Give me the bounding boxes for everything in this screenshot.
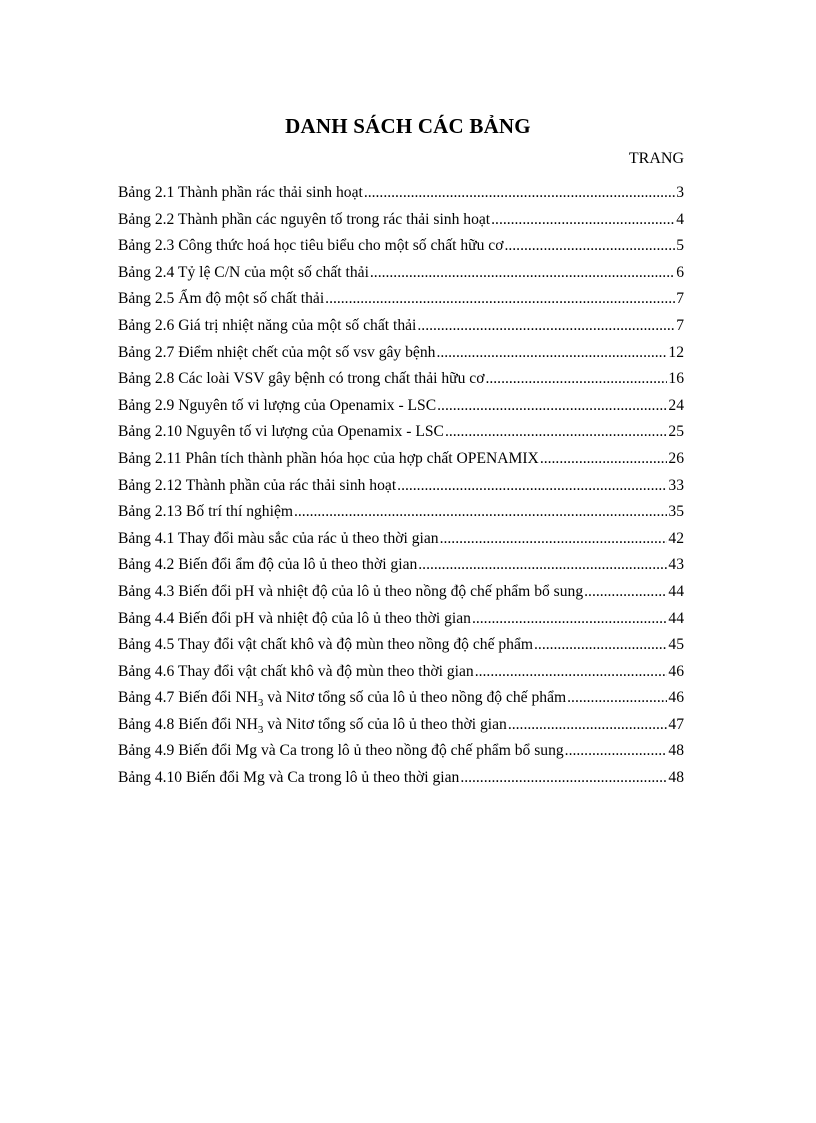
toc-entry-4-2[interactable]	[118, 552, 684, 579]
toc-entry-4-10[interactable]	[118, 765, 684, 792]
toc-entry-label: Bảng 4.3 Biến đổi pH và nhiệt độ của lô ủ theo nồng độ chế phẩm bổ sung	[118, 582, 584, 600]
toc-entry-page: 5	[676, 237, 684, 255]
dot-leader	[565, 738, 668, 765]
dot-leader	[325, 286, 675, 313]
toc-entry-label: Bảng 4.10 Biến đổi Mg và Ca trong lô ủ theo thời gian	[118, 769, 460, 787]
toc-entry-label: Bảng 4.4 Biến đổi pH và nhiệt độ của lô ủ theo thời gian	[118, 609, 471, 627]
dot-leader	[364, 180, 675, 207]
dot-leader	[504, 233, 675, 260]
toc-entry-label-part: và Nitơ tổng số của lô ủ theo nồng độ chế phẩm	[263, 689, 567, 707]
toc-entry-2-1[interactable]	[118, 180, 684, 207]
toc-entry-label-part: Bảng 4.8 Biến đổi NH	[118, 715, 258, 733]
dot-leader	[436, 340, 667, 367]
toc-entry-page: 12	[668, 343, 684, 361]
toc-entry-page: 48	[668, 769, 684, 787]
toc-entry-label: Bảng 2.13 Bố trí thí nghiệm	[118, 503, 293, 521]
toc-entry-page: 7	[676, 290, 684, 308]
toc-entry-2-7[interactable]	[118, 340, 684, 367]
toc-entry-2-3[interactable]	[118, 233, 684, 260]
toc-entry-page: 33	[668, 476, 684, 494]
toc-entry-4-6[interactable]	[118, 659, 684, 686]
toc-entry-page: 44	[668, 609, 684, 627]
toc-entry-2-5[interactable]	[118, 286, 684, 313]
toc-entry-page: 44	[668, 582, 684, 600]
dot-leader	[491, 207, 675, 234]
toc-entry-2-13[interactable]	[118, 499, 684, 526]
toc-entry-label: Bảng 2.10 Nguyên tố vi lượng của Openamix - LSC	[118, 423, 444, 441]
toc-entry-page: 6	[676, 263, 684, 281]
toc-entry-2-11[interactable]	[118, 446, 684, 473]
toc-entry-label: Bảng 4.1 Thay đổi màu sắc của rác ủ theo thời gian	[118, 529, 439, 547]
dot-leader	[472, 606, 667, 633]
toc-entry-page: 26	[668, 449, 684, 467]
dot-leader	[460, 765, 667, 792]
dot-leader	[417, 313, 675, 340]
toc-entry-page: 46	[668, 662, 684, 680]
toc-entry-4-3[interactable]	[118, 579, 684, 606]
table-list	[118, 180, 684, 792]
dot-leader	[397, 473, 667, 500]
page-title: DANH SÁCH CÁC BẢNG	[285, 114, 531, 138]
toc-entry-2-10[interactable]	[118, 419, 684, 446]
toc-entry-label: Bảng 2.8 Các loài VSV gây bệnh có trong chất thải hữu cơ	[118, 370, 485, 388]
toc-entry-page: 25	[668, 423, 684, 441]
toc-entry-page: 7	[676, 316, 684, 334]
toc-entry-page: 47	[668, 715, 684, 733]
toc-entry-page: 24	[668, 396, 684, 414]
toc-entry-page: 46	[668, 689, 684, 707]
toc-entry-label	[118, 685, 566, 712]
toc-entry-label: Bảng 2.12 Thành phần của rác thải sinh hoạt	[118, 476, 397, 494]
toc-entry-label: Bảng 2.7 Điểm nhiệt chết của một số vsv gây bệnh	[118, 343, 436, 361]
toc-entry-2-9[interactable]	[118, 393, 684, 420]
toc-entry-label-part: Bảng 4.7 Biến đổi NH	[118, 689, 258, 707]
toc-entry-label: Bảng 4.6 Thay đổi vật chất khô và độ mùn theo thời gian	[118, 662, 474, 680]
dot-leader	[370, 260, 675, 287]
toc-entry-label: Bảng 2.4 Tỷ lệ C/N của một số chất thải	[118, 263, 369, 281]
toc-entry-4-9[interactable]	[118, 738, 684, 765]
dot-leader	[294, 499, 667, 526]
toc-entry-page: 16	[668, 370, 684, 388]
toc-entry-label: Bảng 2.1 Thành phần rác thải sinh hoạt	[118, 184, 363, 201]
toc-entry-4-1[interactable]	[118, 526, 684, 553]
toc-entry-label: Bảng 4.5 Thay đổi vật chất khô và độ mùn theo nồng độ chế phẩm	[118, 636, 534, 654]
dot-leader	[508, 712, 668, 739]
toc-entry-page: 4	[676, 210, 684, 228]
toc-entry-4-7[interactable]	[118, 685, 684, 712]
toc-entry-label	[118, 712, 507, 739]
toc-entry-label: Bảng 2.3 Công thức hoá học tiêu biểu cho một số chất hữu cơ	[118, 237, 504, 255]
page-column-header: TRANG	[628, 150, 684, 167]
toc-entry-4-5[interactable]	[118, 632, 684, 659]
toc-entry-page: 3	[676, 184, 684, 201]
toc-entry-label: Bảng 2.9 Nguyên tố vi lượng của Openamix - LSC	[118, 396, 437, 414]
toc-entry-label: Bảng 2.2 Thành phần các nguyên tố trong rác thải sinh hoạt	[118, 210, 491, 228]
toc-entry-page: 35	[668, 503, 684, 521]
toc-entry-2-8[interactable]	[118, 366, 684, 393]
toc-entry-page: 42	[668, 529, 684, 547]
subscript: 3	[257, 723, 264, 736]
dot-leader	[567, 685, 667, 712]
subscript: 3	[257, 697, 264, 710]
dot-leader	[584, 579, 667, 606]
dot-leader	[445, 419, 667, 446]
toc-entry-2-2[interactable]	[118, 207, 684, 234]
toc-entry-label: Bảng 2.6 Giá trị nhiệt năng của một số chất thải	[118, 316, 417, 334]
toc-entry-2-12[interactable]	[118, 473, 684, 500]
toc-entry-page: 43	[668, 556, 684, 574]
dot-leader	[418, 552, 667, 579]
dot-leader	[437, 393, 667, 420]
toc-entry-label: Bảng 2.11 Phân tích thành phần hóa học của hợp chất OPENAMIX	[118, 449, 539, 467]
toc-entry-4-4[interactable]	[118, 606, 684, 633]
toc-entry-4-8[interactable]	[118, 712, 684, 739]
toc-entry-label: Bảng 4.2 Biến đổi ẩm độ của lô ủ theo thời gian	[118, 556, 418, 574]
dot-leader	[540, 446, 668, 473]
toc-entry-page: 45	[668, 636, 684, 654]
toc-entry-2-6[interactable]	[118, 313, 684, 340]
dot-leader	[475, 659, 668, 686]
dot-leader	[485, 366, 667, 393]
toc-entry-label: Bảng 4.9 Biến đổi Mg và Ca trong lô ủ theo nồng độ chế phẩm bổ sung	[118, 742, 564, 760]
toc-entry-label-part: và Nitơ tổng số của lô ủ theo thời gian	[263, 715, 507, 733]
toc-entry-page: 48	[668, 742, 684, 760]
toc-entry-2-4[interactable]	[118, 260, 684, 287]
dot-leader	[534, 632, 667, 659]
toc-entry-label: Bảng 2.5 Ẩm độ một số chất thải	[118, 290, 325, 308]
dot-leader	[440, 526, 668, 553]
